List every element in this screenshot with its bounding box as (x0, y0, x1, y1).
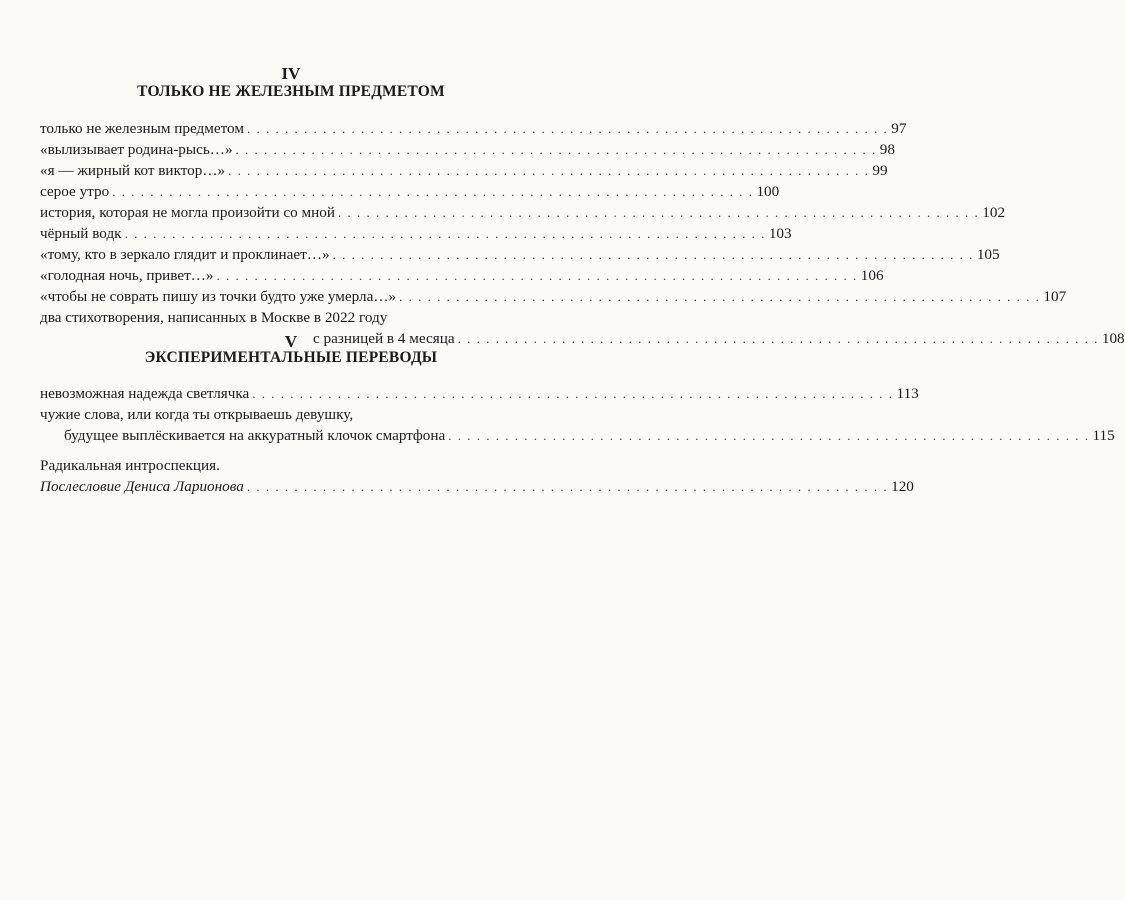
dot-leader: . . . . . . . . . . . . . . . . . . . . . . . . . . . . . . . . . . . . . . . . . . . . . . . . . . . . . . . . . . . . . . . . . . . . (246, 121, 889, 136)
dot-leader: . . . . . . . . . . . . . . . . . . . . . . . . . . . . . . . . . . . . . . . . . . . . . . . . . . . . . . . . . . . . . . . . . . . . (235, 142, 877, 157)
toc-entry-title: «чтобы не соврать пишу из точки будто уже умерла…» (40, 288, 397, 305)
dot-leader: . . . . . . . . . . . . . . . . . . . . . . . . . . . . . . . . . . . . . . . . . . . . . . . . . . . . . . . . . . . . . . . . . . . . (228, 163, 870, 178)
toc-entry[interactable] (40, 265, 884, 286)
section-numeral-iv: IV (281, 64, 301, 83)
toc-entry-page: 99 (872, 162, 888, 179)
toc-entry-page: 100 (756, 183, 780, 200)
section-title-v: ЭКСПЕРИМЕНТАЛЬНЫЕ ПЕРЕВОДЫ (144, 349, 438, 366)
toc-entry-page: 103 (768, 225, 792, 242)
toc-entry-page: 115 (1092, 427, 1115, 444)
toc-entry-page: 98 (879, 141, 895, 158)
toc-entry[interactable] (40, 286, 1067, 307)
toc-list-section-v (40, 383, 1115, 446)
dot-leader: . . . . . . . . . . . . . . . . . . . . . . . . . . . . . . . . . . . . . . . . . . . . . . . . . . . . . . . . . . . . . . . . . . . . (124, 226, 766, 241)
toc-entry-title-line2: будущее выплёскивается на аккуратный клочок смартфона (64, 427, 446, 444)
toc-entry-page: 105 (976, 246, 1000, 263)
toc-entry[interactable] (40, 139, 895, 160)
toc-entry-title: «голодная ночь, привет…» (40, 267, 214, 284)
toc-entry-page: 97 (891, 120, 907, 137)
toc-entry[interactable] (40, 181, 780, 202)
toc-entry-page: 120 (891, 478, 914, 495)
dot-leader: . . . . . . . . . . . . . . . . . . . . . . . . . . . . . . . . . . . . . . . . . . . . . . . . . . . . . . . . . . . . . . . . . . . . (252, 386, 894, 401)
toc-entry-title: невозможная надежда светлячка (40, 385, 250, 402)
dot-leader: . . . . . . . . . . . . . . . . . . . . . . . . . . . . . . . . . . . . . . . . . . . . . . . . . . . . . . . . . . . . . . . . . . . . (338, 205, 980, 220)
section-title-iv: ТОЛЬКО НЕ ЖЕЛЕЗНЫМ ПРЕДМЕТОМ (137, 83, 445, 100)
afterword-title: Радикальная интроспекция. (40, 457, 220, 474)
toc-entry[interactable] (40, 223, 792, 244)
toc-entry-title: история, которая не могла произойти со мной (40, 204, 336, 221)
toc-entry-page: 108 (1101, 330, 1125, 347)
toc-entry[interactable] (40, 244, 1000, 265)
toc-entry[interactable] (40, 202, 1006, 223)
toc-afterword[interactable] (40, 455, 914, 497)
dot-leader: . . . . . . . . . . . . . . . . . . . . . . . . . . . . . . . . . . . . . . . . . . . . . . . . . . . . . . . . . . . . . . . . . . . . (457, 331, 1099, 346)
toc-entry-title: только не железным предметом (40, 120, 244, 137)
toc-entry-title-line1: два стихотворения, написанных в Москве в 2022 году (40, 309, 388, 326)
toc-entry[interactable] (40, 160, 888, 181)
toc-entry-title: «я — жирный кот виктор…» (40, 162, 226, 179)
dot-leader: . . . . . . . . . . . . . . . . . . . . . . . . . . . . . . . . . . . . . . . . . . . . . . . . . . . . . . . . . . . . . . . . . . . . (246, 479, 889, 494)
afterword-author: Послесловие Дениса Ларионова (40, 478, 244, 495)
toc-entry-title-line2: с разницей в 4 месяца (313, 330, 455, 347)
toc-entry-title-line1: чужие слова, или когда ты открываешь девушку, (40, 406, 354, 423)
toc-entry-page: 107 (1043, 288, 1067, 305)
dot-leader: . . . . . . . . . . . . . . . . . . . . . . . . . . . . . . . . . . . . . . . . . . . . . . . . . . . . . . . . . . . . . . . . . . . . (448, 428, 1090, 443)
toc-entry-multiline[interactable] (40, 404, 1115, 446)
toc-entry-title: серое утро (40, 183, 110, 200)
toc-entry-page: 102 (982, 204, 1006, 221)
toc-entry[interactable] (40, 383, 919, 404)
toc-entry-title: «тому, кто в зеркало глядит и проклинает…» (40, 246, 330, 263)
section-numeral-v: V (284, 332, 298, 351)
toc-entry-page: 106 (860, 267, 884, 284)
toc-entry-page: 113 (896, 385, 919, 402)
dot-leader: . . . . . . . . . . . . . . . . . . . . . . . . . . . . . . . . . . . . . . . . . . . . . . . . . . . . . . . . . . . . . . . . . . . . (112, 184, 754, 199)
toc-entry-title: «вылизывает родина-рысь…» (40, 141, 233, 158)
toc-entry[interactable] (40, 118, 907, 139)
dot-leader: . . . . . . . . . . . . . . . . . . . . . . . . . . . . . . . . . . . . . . . . . . . . . . . . . . . . . . . . . . . . . . . . . . . . (332, 247, 974, 262)
dot-leader: . . . . . . . . . . . . . . . . . . . . . . . . . . . . . . . . . . . . . . . . . . . . . . . . . . . . . . . . . . . . . . . . . . . . (399, 289, 1041, 304)
toc-entry-title: чёрный водк (40, 225, 122, 242)
toc-list-section-iv (40, 118, 1125, 349)
dot-leader: . . . . . . . . . . . . . . . . . . . . . . . . . . . . . . . . . . . . . . . . . . . . . . . . . . . . . . . . . . . . . . . . . . . . (216, 268, 858, 283)
